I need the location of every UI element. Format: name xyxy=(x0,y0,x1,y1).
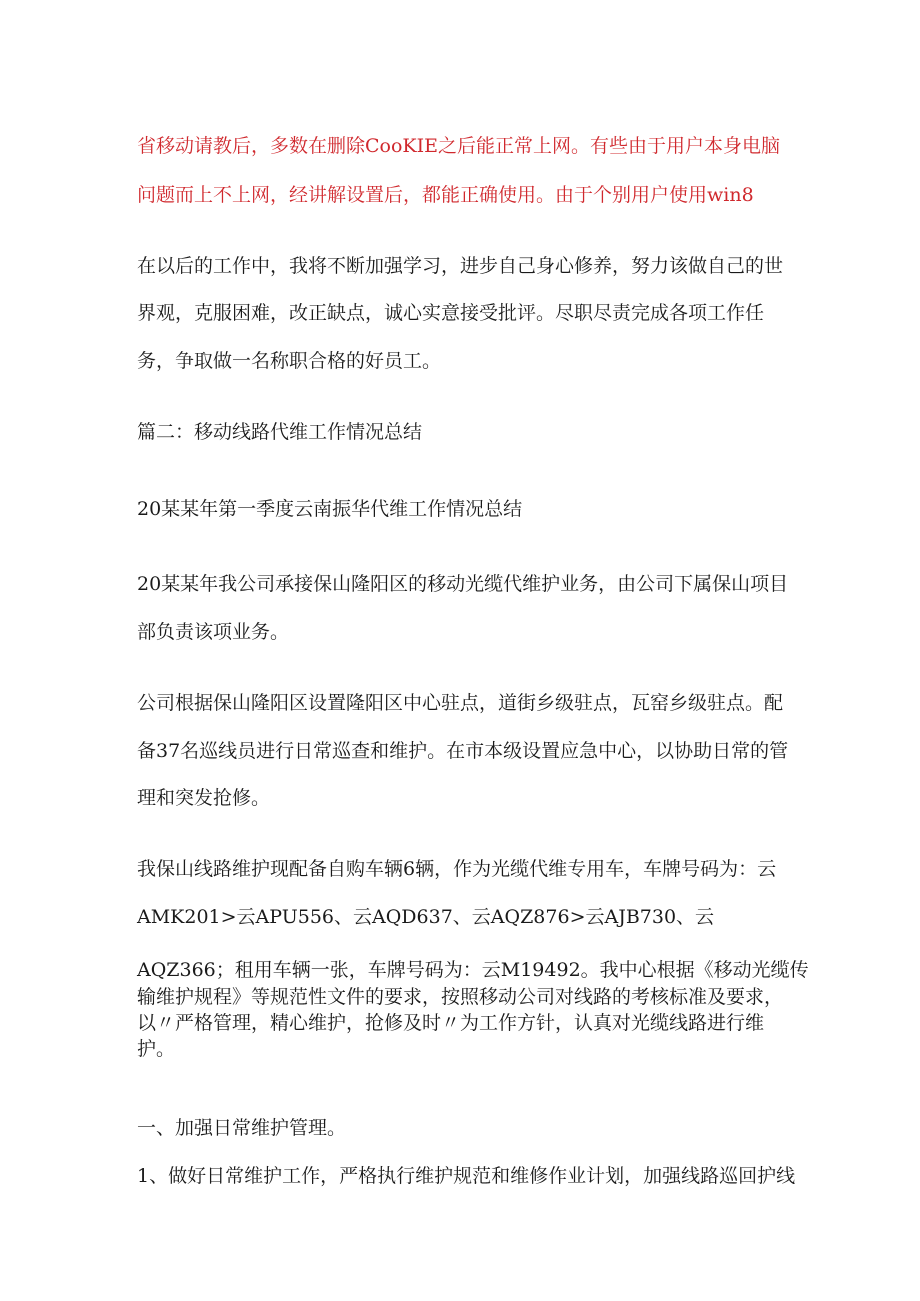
paragraph-line: 理和突发抢修。 xyxy=(137,787,271,809)
paragraph-line: AMK201>云APU556、云AQD637、云AQZ876>云AJB730、云 xyxy=(137,906,715,928)
paragraph-line: AQZ366；租用车辆一张，车牌号码为：云M19492。我中心根据《移动光缆传 xyxy=(137,959,809,981)
paragraph-line: 问题而上不上网，经讲解设置后，都能正确使用。由于个别用户使用win8 xyxy=(137,184,754,206)
paragraph-line: 在以后的工作中，我将不断加强学习，进步自己身心修养，努力该做自己的世 xyxy=(137,255,784,277)
paragraph-line: 以〃严格管理，精心维护，抢修及时〃为工作方针，认真对光缆线路进行维 xyxy=(137,1012,765,1034)
paragraph-line: 20某某年我公司承接保山隆阳区的移动光缆代维护业务，由公司下属保山项目 xyxy=(137,573,789,595)
paragraph-line: 省移动请教后，多数在删除CooKIE之后能正常上网。有些由于用户本身电脑 xyxy=(137,135,780,157)
paragraph-line: 1、做好日常维护工作，严格执行维护规范和维修作业计划，加强线路巡回护线 xyxy=(137,1165,796,1187)
section-heading: 一、加强日常维护管理。 xyxy=(137,1117,347,1139)
paragraph-line: 我保山线路维护现配备自购车辆6辆，作为光缆代维专用车，车牌号码为：云 xyxy=(137,858,777,880)
paragraph-line: 公司根据保山隆阳区设置隆阳区中心驻点，道街乡级驻点，瓦窑乡级驻点。配 xyxy=(137,692,784,714)
report-title: 20某某年第一季度云南振华代维工作情况总结 xyxy=(137,498,523,520)
paragraph-line: 部负责该项业务。 xyxy=(137,621,290,643)
paragraph-line: 务，争取做一名称职合格的好员工。 xyxy=(137,350,442,372)
paragraph-line: 备37名巡线员进行日常巡查和维护。在市本级设置应急中心，以协助日常的管 xyxy=(137,740,789,762)
paragraph-line: 输维护规程》等规范性文件的要求，按照移动公司对线路的考核标准及要求， xyxy=(137,986,784,1008)
paragraph-line: 护。 xyxy=(137,1038,176,1060)
section-heading: 篇二：移动线路代维工作情况总结 xyxy=(137,421,423,443)
paragraph-line: 界观，克服困难，改正缺点，诚心实意接受批评。尽职尽责完成各项工作任 xyxy=(137,302,765,324)
